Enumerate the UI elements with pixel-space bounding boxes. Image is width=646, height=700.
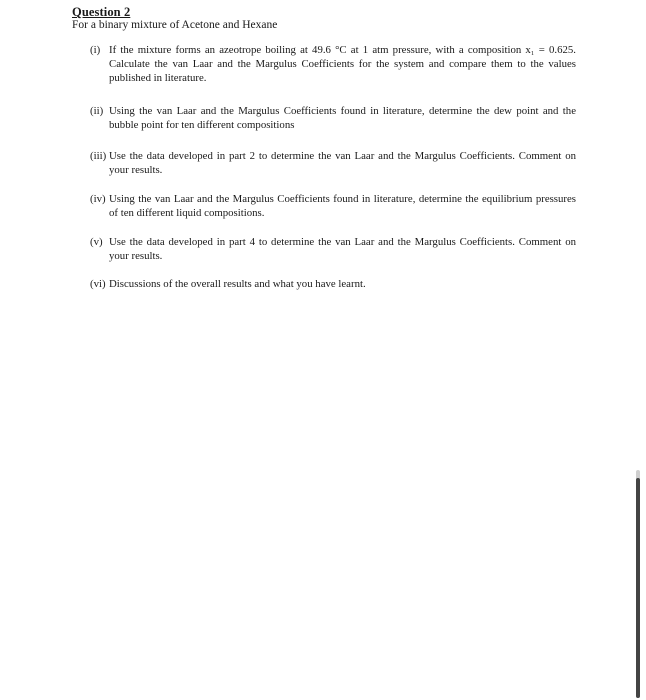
item-text: Using the van Laar and the Margulus Coefficients found in literature, determine the equilibrium pressures of ten different liquid compositions. <box>109 193 576 219</box>
item-number: (vi) <box>90 278 106 290</box>
item-number: (iii) <box>90 150 107 162</box>
item-text: Using the van Laar and the Margulus Coefficients found in literature, determine the dew point and the bubble point for ten different compositions <box>109 105 576 131</box>
item-number: (ii) <box>90 105 104 117</box>
item-text: If the mixture forms an azeotrope boiling at 49.6 °C at 1 atm pressure, with a composition x₁ = 0.625. Calculate the van Laar and the Margulus Coefficients for the system and compare them to the values published in literature. <box>109 44 576 84</box>
item-text: Use the data developed in part 4 to determine the van Laar and the Margulus Coefficients. Comment on your results. <box>109 236 576 262</box>
item-number: (i) <box>90 44 101 56</box>
question-subtitle: For a binary mixture of Acetone and Hexane <box>72 19 278 31</box>
question-item-4 <box>90 192 576 220</box>
question-item-2 <box>90 104 576 132</box>
scrollbar-thumb[interactable] <box>636 478 640 698</box>
item-text: Use the data developed in part 2 to determine the van Laar and the Margulus Coefficients. Comment on your results. <box>109 150 576 176</box>
question-item-1 <box>90 43 576 85</box>
item-number: (v) <box>90 236 103 248</box>
item-number: (iv) <box>90 193 106 205</box>
question-item-5 <box>90 235 576 263</box>
question-item-6 <box>90 277 576 291</box>
item-text: Discussions of the overall results and what you have learnt. <box>109 278 366 290</box>
question-item-3 <box>90 149 576 177</box>
question-heading: Question 2 <box>72 5 131 19</box>
